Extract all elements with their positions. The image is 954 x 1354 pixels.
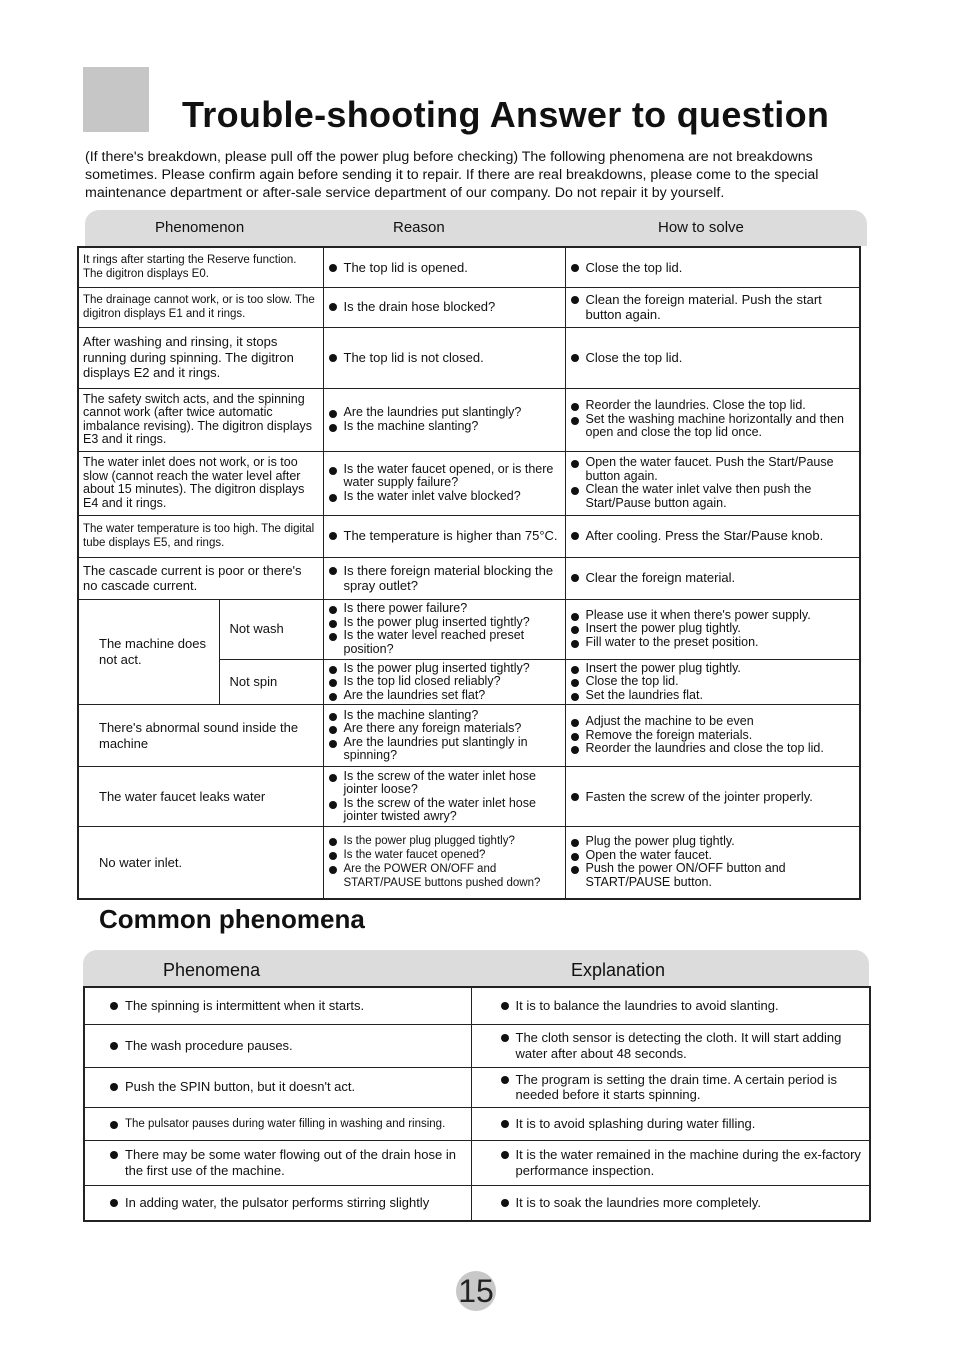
explanation-cell bbox=[471, 1107, 870, 1140]
table-row bbox=[78, 287, 860, 327]
list-item: Is the power plug plugged tightly? bbox=[328, 834, 561, 848]
list-item: Is there foreign material blocking the spray outlet? bbox=[328, 563, 561, 594]
table-row bbox=[84, 1067, 870, 1107]
list-item: Is the machine slanting? bbox=[328, 420, 561, 434]
solve-cell bbox=[565, 659, 860, 705]
list-item: Fill water to the preset position. bbox=[570, 636, 856, 650]
list-item: Close the top lid. bbox=[570, 260, 856, 276]
phenomena-cell bbox=[84, 1185, 471, 1221]
phenomena-cell bbox=[84, 1107, 471, 1140]
phenomenon-cell: The water inlet does not work, or is too slow (cannot reach the water level after about 15 minutes). The digitron displays E4 and it rings. bbox=[78, 451, 323, 515]
table-row bbox=[84, 1024, 870, 1067]
table-row bbox=[78, 557, 860, 599]
list-item: The wash procedure pauses. bbox=[109, 1038, 467, 1054]
table-row bbox=[84, 1107, 870, 1140]
header-phenomenon: Phenomenon bbox=[155, 219, 245, 236]
list-item: Reorder the laundries. Close the top lid. bbox=[570, 399, 856, 413]
list-item: Set the laundries flat. bbox=[570, 689, 856, 703]
explanation-cell bbox=[471, 987, 870, 1024]
phenomena-cell bbox=[84, 987, 471, 1024]
common-phenomena-title: Common phenomena bbox=[99, 904, 365, 934]
reason-cell bbox=[323, 388, 565, 451]
header-how-to-solve: How to solve bbox=[658, 219, 744, 236]
list-item: Are the laundries set flat? bbox=[328, 689, 561, 703]
list-item: Close the top lid. bbox=[570, 675, 856, 689]
list-item: The cloth sensor is detecting the cloth. It will start adding water after about 48 seconds. bbox=[500, 1030, 866, 1061]
phenomena-cell bbox=[84, 1140, 471, 1185]
list-item: Is the water inlet valve blocked? bbox=[328, 490, 561, 504]
table-row bbox=[84, 1140, 870, 1185]
list-item: Fasten the screw of the jointer properly. bbox=[570, 789, 856, 805]
explanation-cell bbox=[471, 1024, 870, 1067]
table-row bbox=[78, 327, 860, 388]
list-item: Are there any foreign materials? bbox=[328, 722, 561, 736]
list-item: Is the power plug inserted tightly? bbox=[328, 662, 561, 676]
list-item: Is the machine slanting? bbox=[328, 709, 561, 723]
list-item: Plug the power plug tightly. bbox=[570, 835, 856, 849]
list-item: The pulsator pauses during water filling in washing and rinsing. bbox=[109, 1117, 467, 1131]
list-item: The top lid is not closed. bbox=[328, 350, 561, 366]
solve-cell bbox=[565, 705, 860, 767]
list-item: After cooling. Press the Star/Pause knob. bbox=[570, 528, 856, 544]
list-item: Is there power failure? bbox=[328, 602, 561, 616]
reason-cell bbox=[323, 515, 565, 557]
phenomenon-cell: The safety switch acts, and the spinning cannot work (after twice automatic imbalance revising). The digitron displays E3 and it rings. bbox=[78, 388, 323, 451]
list-item: It is to balance the laundries to avoid slanting. bbox=[500, 998, 866, 1014]
list-item: Remove the foreign materials. bbox=[570, 729, 856, 743]
common-phenomena-header bbox=[83, 950, 869, 986]
solve-cell bbox=[565, 327, 860, 388]
solve-cell bbox=[565, 599, 860, 659]
phenomenon-cell: After washing and rinsing, it stops running during spinning. The digitron displays E2 and it rings. bbox=[78, 327, 323, 388]
explanation-cell bbox=[471, 1185, 870, 1221]
solve-cell bbox=[565, 827, 860, 899]
list-item: Clear the foreign material. bbox=[570, 570, 856, 586]
page-title: Trouble-shooting Answer to question bbox=[182, 94, 830, 135]
phenomenon-cell: There's abnormal sound inside the machine bbox=[78, 705, 323, 767]
header-explanation: Explanation bbox=[571, 960, 666, 980]
list-item: Clean the water inlet valve then push the Start/Pause button again. bbox=[570, 483, 856, 510]
reason-cell bbox=[323, 659, 565, 705]
solve-cell bbox=[565, 767, 860, 827]
reason-cell bbox=[323, 767, 565, 827]
list-item: Reorder the laundries and close the top lid. bbox=[570, 742, 856, 756]
table-row bbox=[78, 767, 860, 827]
list-item: Clean the foreign material. Push the start button again. bbox=[570, 292, 856, 323]
list-item: The spinning is intermittent when it starts. bbox=[109, 998, 467, 1014]
reason-cell bbox=[323, 327, 565, 388]
list-item: In adding water, the pulsator performs stirring slightly bbox=[109, 1195, 467, 1211]
phenomenon-cell: The water faucet leaks water bbox=[78, 767, 323, 827]
sub-phenomenon-cell: Not wash bbox=[219, 599, 323, 659]
list-item: The temperature is higher than 75°C. bbox=[328, 528, 561, 544]
sub-phenomenon-cell: Not spin bbox=[219, 659, 323, 705]
table-row bbox=[78, 599, 860, 659]
list-item: The program is setting the drain time. A certain period is needed before it starts spinning. bbox=[500, 1072, 866, 1103]
reason-cell bbox=[323, 705, 565, 767]
phenomenon-cell: The water temperature is too high. The digital tube displays E5, and rings. bbox=[78, 515, 323, 557]
solve-cell bbox=[565, 287, 860, 327]
list-item: Is the drain hose blocked? bbox=[328, 299, 561, 315]
list-item: Open the water faucet. bbox=[570, 849, 856, 863]
list-item: Please use it when there's power supply. bbox=[570, 609, 856, 623]
list-item: Open the water faucet. Push the Start/Pause button again. bbox=[570, 456, 856, 483]
phenomenon-cell: The cascade current is poor or there's no cascade current. bbox=[78, 557, 323, 599]
list-item: Close the top lid. bbox=[570, 350, 856, 366]
phenomena-cell bbox=[84, 1024, 471, 1067]
reason-cell bbox=[323, 557, 565, 599]
solve-cell bbox=[565, 451, 860, 515]
solve-cell bbox=[565, 247, 860, 287]
solve-cell bbox=[565, 388, 860, 451]
solve-cell bbox=[565, 515, 860, 557]
list-item: Is the power plug inserted tightly? bbox=[328, 616, 561, 630]
reason-cell bbox=[323, 599, 565, 659]
list-item: Push the SPIN button, but it doesn't act. bbox=[109, 1079, 467, 1095]
table-row bbox=[84, 987, 870, 1024]
list-item: Is the water faucet opened, or is there water supply failure? bbox=[328, 463, 561, 490]
phenomenon-cell: No water inlet. bbox=[78, 827, 323, 899]
list-item: Is the water level reached preset position? bbox=[328, 629, 561, 656]
list-item: Is the water faucet opened? bbox=[328, 848, 561, 862]
table-row bbox=[78, 827, 860, 899]
list-item: There may be some water flowing out of the drain hose in the first use of the machine. bbox=[109, 1147, 467, 1178]
page-number: 15 bbox=[456, 1271, 496, 1311]
intro-text: (If there's breakdown, please pull off the power plug before checking) The following phenomena are not breakdowns sometimes. Please confirm again before sending it to repair. If there are real breakdowns, please come to the special maintenance department or after-sale service department of our company. Do not repair it by yourself. bbox=[85, 149, 819, 201]
list-item: It is the water remained in the machine during the ex-factory performance inspection. bbox=[500, 1147, 866, 1178]
phenomenon-cell: The machine does not act. bbox=[78, 599, 219, 705]
list-item: Set the washing machine horizontally and then open and close the top lid once. bbox=[570, 413, 856, 440]
troubleshooting-table bbox=[77, 246, 861, 900]
list-item: Is the top lid closed reliably? bbox=[328, 675, 561, 689]
solve-cell bbox=[565, 557, 860, 599]
table-row bbox=[78, 515, 860, 557]
troubleshooting-header bbox=[85, 210, 867, 246]
header-reason: Reason bbox=[393, 219, 445, 236]
list-item: Are the POWER ON/OFF and START/PAUSE buttons pushed down? bbox=[328, 862, 561, 890]
table-row bbox=[84, 1185, 870, 1221]
section-marker bbox=[83, 67, 149, 132]
list-item: Insert the power plug tightly. bbox=[570, 662, 856, 676]
table-row bbox=[78, 388, 860, 451]
list-item: Is the screw of the water inlet hose jointer twisted awry? bbox=[328, 797, 561, 824]
reason-cell bbox=[323, 451, 565, 515]
common-phenomena-table bbox=[83, 986, 871, 1222]
list-item: Are the laundries put slantingly? bbox=[328, 406, 561, 420]
list-item: It is to avoid splashing during water filling. bbox=[500, 1116, 866, 1132]
table-row bbox=[78, 247, 860, 287]
list-item: Is the screw of the water inlet hose jointer loose? bbox=[328, 770, 561, 797]
reason-cell bbox=[323, 247, 565, 287]
phenomena-cell bbox=[84, 1067, 471, 1107]
table-row bbox=[78, 451, 860, 515]
list-item: Push the power ON/OFF button and START/PAUSE button. bbox=[570, 862, 856, 889]
explanation-cell bbox=[471, 1067, 870, 1107]
list-item: It is to soak the laundries more completely. bbox=[500, 1195, 866, 1211]
table-row bbox=[78, 705, 860, 767]
reason-cell bbox=[323, 827, 565, 899]
phenomenon-cell: It rings after starting the Reserve function. The digitron displays E0. bbox=[78, 247, 323, 287]
explanation-cell bbox=[471, 1140, 870, 1185]
list-item: Adjust the machine to be even bbox=[570, 715, 856, 729]
list-item: Insert the power plug tightly. bbox=[570, 622, 856, 636]
header-phenomena: Phenomena bbox=[163, 960, 261, 980]
reason-cell bbox=[323, 287, 565, 327]
list-item: Are the laundries put slantingly in spinning? bbox=[328, 736, 561, 763]
list-item: The top lid is opened. bbox=[328, 260, 561, 276]
phenomenon-cell: The drainage cannot work, or is too slow. The digitron displays E1 and it rings. bbox=[78, 287, 323, 327]
